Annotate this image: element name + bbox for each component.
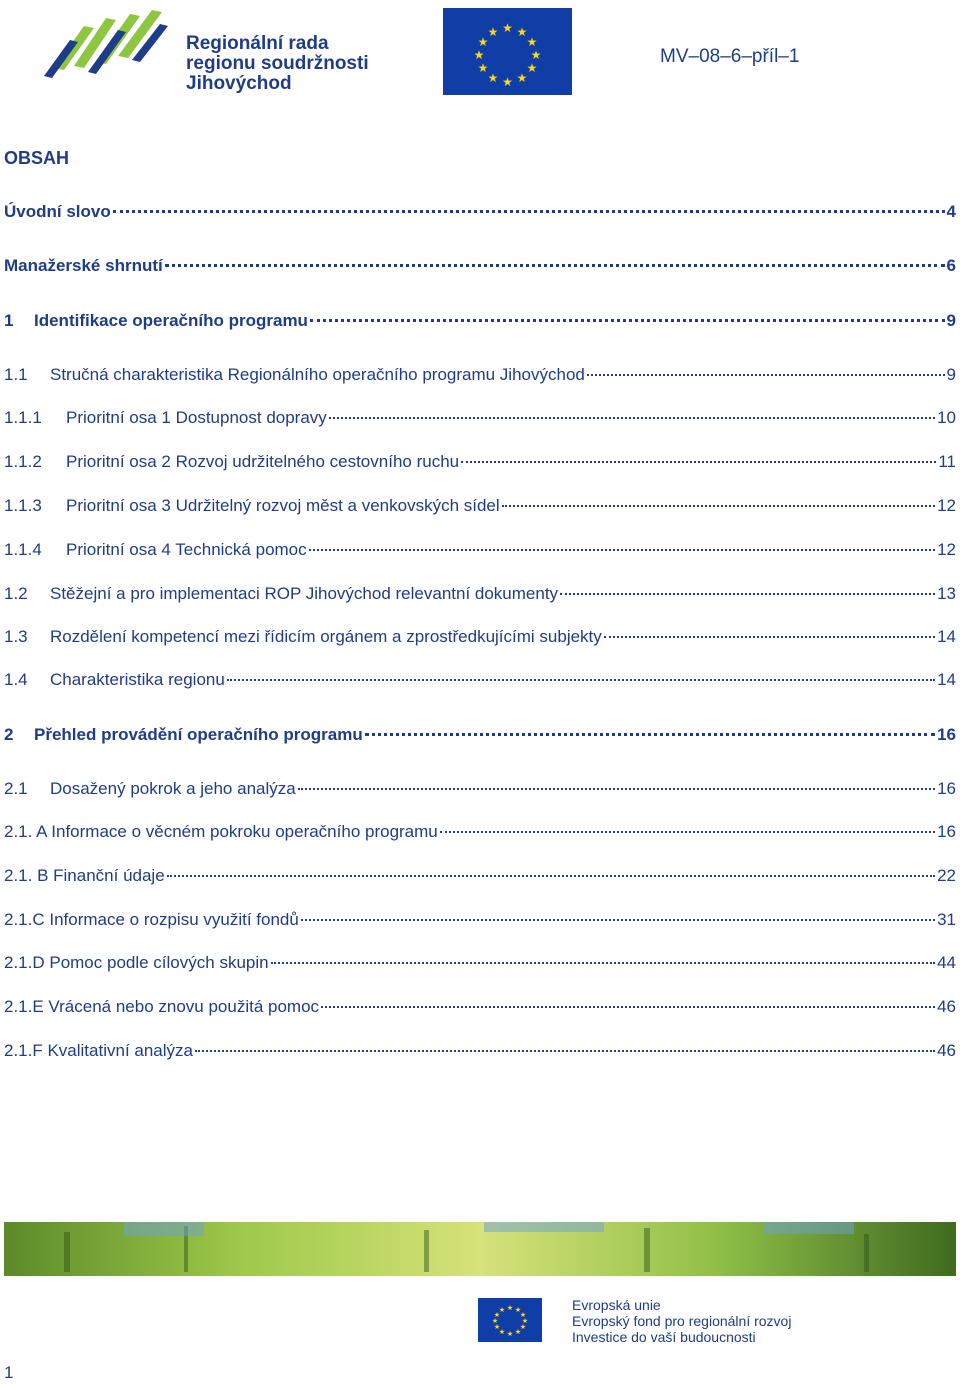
toc-entry-page: 4 xyxy=(946,202,956,221)
toc-entry-page: 14 xyxy=(937,627,956,646)
toc-entry-page: 46 xyxy=(937,1041,956,1060)
toc-entry-label: 2.1.F Kvalitativní analýza xyxy=(4,1041,193,1060)
toc-entry-page: 12 xyxy=(937,540,956,559)
eu-footer-line-3: Investice do vaší budoucnosti xyxy=(572,1329,756,1345)
logo-text xyxy=(186,34,369,94)
svg-text:★: ★ xyxy=(519,1323,527,1331)
toc-entry[interactable] xyxy=(4,496,956,516)
toc-entry-number: 1.1.3 xyxy=(4,496,42,515)
toc-leader-dots xyxy=(329,416,935,419)
toc-leader-dots xyxy=(227,678,935,681)
svg-text:★: ★ xyxy=(502,75,513,89)
toc-entry-label: 2.1.C Informace o rozpisu využití fondů xyxy=(4,910,299,929)
toc-entry[interactable] xyxy=(4,670,956,690)
toc-entry-page: 6 xyxy=(946,256,956,275)
toc-entry-label: 2.1.E Vrácená nebo znovu použitá pomoc xyxy=(4,997,320,1016)
toc-leader-dots xyxy=(310,318,945,322)
toc-entry-page: 9 xyxy=(946,311,956,330)
toc-entry-page: 31 xyxy=(937,910,956,929)
svg-text:★: ★ xyxy=(516,25,528,39)
toc-leader-dots xyxy=(604,635,935,638)
toc-entry[interactable] xyxy=(4,202,956,222)
toc-leader-dots xyxy=(113,209,945,213)
toc-entry-label: Dosažený pokrok a jeho analýza xyxy=(50,779,296,798)
toc-entry-page: 16 xyxy=(937,779,956,798)
svg-text:★: ★ xyxy=(506,1330,514,1338)
toc-leader-dots xyxy=(461,460,936,463)
eu-footer-line-2: Evropský fond pro regionální rozvoj xyxy=(572,1313,792,1329)
toc-entry-label: 2.1. B Finanční údaje xyxy=(4,866,165,885)
toc-entry-page: 22 xyxy=(937,866,956,885)
toc-entry[interactable] xyxy=(4,953,956,973)
toc-entry[interactable] xyxy=(4,256,956,276)
toc-entry-page: 12 xyxy=(937,496,956,515)
document-code: MV–08–6–příl–1 xyxy=(660,46,800,67)
svg-text:★: ★ xyxy=(477,61,489,75)
svg-text:★: ★ xyxy=(519,1311,527,1319)
svg-text:★: ★ xyxy=(514,1328,522,1336)
svg-text:★: ★ xyxy=(487,25,499,39)
toc-entry[interactable] xyxy=(4,452,956,472)
svg-text:★: ★ xyxy=(526,35,538,49)
svg-text:★: ★ xyxy=(498,1328,506,1336)
toc-leader-dots xyxy=(271,961,935,964)
toc-entry[interactable] xyxy=(4,311,956,331)
toc-leader-dots xyxy=(365,732,935,736)
toc-entry-label: Prioritní osa 3 Udržitelný rozvoj měst a venkovských sídel xyxy=(66,496,500,515)
svg-text:★: ★ xyxy=(514,1306,522,1314)
toc-entry[interactable] xyxy=(4,910,956,930)
toc-leader-dots xyxy=(165,263,945,267)
svg-text:★: ★ xyxy=(526,61,538,75)
logo-line-2: regionu soudržnosti xyxy=(186,53,369,74)
svg-text:★: ★ xyxy=(491,1317,499,1325)
svg-text:★: ★ xyxy=(473,48,485,62)
svg-text:★: ★ xyxy=(506,1304,514,1312)
toc-entry-page: 10 xyxy=(937,408,956,427)
toc-entry-page: 11 xyxy=(938,452,956,471)
svg-text:★: ★ xyxy=(487,71,499,85)
eu-flag-icon xyxy=(443,8,572,95)
eu-erdf-logo xyxy=(478,1296,828,1346)
toc-entry-label: Prioritní osa 4 Technická pomoc xyxy=(66,540,307,559)
toc-entry-number: 1.3 xyxy=(4,627,28,646)
toc-leader-dots xyxy=(587,373,945,376)
svg-text:★: ★ xyxy=(521,1317,529,1325)
toc-entry-page: 16 xyxy=(937,725,956,744)
toc-entry-label: 2.1.D Pomoc podle cílových skupin xyxy=(4,953,269,972)
toc-entry-page: 14 xyxy=(937,670,956,689)
svg-text:★: ★ xyxy=(516,71,528,85)
svg-text:★: ★ xyxy=(530,48,542,62)
toc-entry[interactable] xyxy=(4,408,956,428)
toc-title: OBSAH xyxy=(4,148,70,168)
eu-mini-flag-icon xyxy=(478,1298,542,1342)
toc-entry-page: 13 xyxy=(937,584,956,603)
toc-entry[interactable] xyxy=(4,822,956,842)
toc-entry[interactable] xyxy=(4,779,956,799)
toc-entry-label: Manažerské shrnutí xyxy=(4,256,163,275)
toc-entry[interactable] xyxy=(4,365,956,385)
regional-council-logo xyxy=(44,6,374,98)
toc-entry-page: 16 xyxy=(937,822,956,841)
toc-entry[interactable] xyxy=(4,584,956,604)
eu-footer-line-1: Evropská unie xyxy=(572,1297,661,1313)
toc-entry-label: Přehled provádění operačního programu xyxy=(34,725,363,744)
toc-entry-page: 44 xyxy=(937,953,956,972)
toc-entry[interactable] xyxy=(4,725,956,745)
toc-entry-label: Stěžejní a pro implementaci ROP Jihovýchod relevantní dokumenty xyxy=(50,584,559,603)
toc-leader-dots xyxy=(301,918,935,921)
logo-line-1: Regionální rada xyxy=(186,33,329,54)
toc-leader-dots xyxy=(167,874,935,877)
toc-leader-dots xyxy=(502,504,935,507)
toc-entry-number: 2 xyxy=(4,725,14,744)
toc-entry-number: 1 xyxy=(4,311,14,330)
toc-entry-label: 2.1. A Informace o věcném pokroku operačního programu xyxy=(4,822,438,841)
toc-entry-number: 1.1.1 xyxy=(4,408,42,427)
toc-entry-number: 1.1 xyxy=(4,365,28,384)
toc-entry[interactable] xyxy=(4,866,956,886)
toc-entry-label: Rozdělení kompetencí mezi řídicím orgánem a zprostředkujícími subjekty xyxy=(50,627,602,646)
toc-entry-number: 1.1.2 xyxy=(4,452,42,471)
toc-leader-dots xyxy=(321,1005,935,1008)
toc-entry-number: 1.1.4 xyxy=(4,540,42,559)
toc-entry-label: Identifikace operačního programu xyxy=(34,311,308,330)
toc-entry-number: 2.1 xyxy=(4,779,28,798)
toc-entry-number: 1.2 xyxy=(4,584,28,603)
toc-entry[interactable] xyxy=(4,627,956,647)
toc-leader-dots xyxy=(309,548,935,551)
toc-entry-page: 9 xyxy=(946,365,956,384)
toc-entry-label: Prioritní osa 2 Rozvoj udržitelného cestovního ruchu xyxy=(66,452,460,471)
toc-entry[interactable] xyxy=(4,1041,956,1061)
page-number: 1 xyxy=(4,1363,14,1382)
eu-footer-text xyxy=(572,1297,791,1345)
svg-text:★: ★ xyxy=(477,35,489,49)
toc-entry[interactable] xyxy=(4,540,956,560)
svg-text:★: ★ xyxy=(502,21,513,35)
logo-stripes-icon xyxy=(44,6,184,86)
toc-entry-label: Stručná charakteristika Regionálního operačního programu Jihovýchod xyxy=(50,365,585,384)
toc-entry-number: 1.4 xyxy=(4,670,28,689)
toc-entry-page: 46 xyxy=(937,997,956,1016)
footer-decorative-band xyxy=(4,1222,956,1276)
toc-leader-dots xyxy=(440,830,935,833)
toc-leader-dots xyxy=(298,787,935,790)
toc-entry[interactable] xyxy=(4,997,956,1017)
toc-entry-label: Charakteristika regionu xyxy=(50,670,225,689)
toc-leader-dots xyxy=(560,592,935,595)
toc-leader-dots xyxy=(195,1049,935,1052)
logo-line-3: Jihovýchod xyxy=(186,73,292,94)
toc-entry-label: Prioritní osa 1 Dostupnost dopravy xyxy=(66,408,327,427)
svg-text:★: ★ xyxy=(493,1323,501,1331)
svg-text:★: ★ xyxy=(498,1306,506,1314)
svg-text:★: ★ xyxy=(493,1311,501,1319)
toc-entry-label: Úvodní slovo xyxy=(4,202,111,221)
